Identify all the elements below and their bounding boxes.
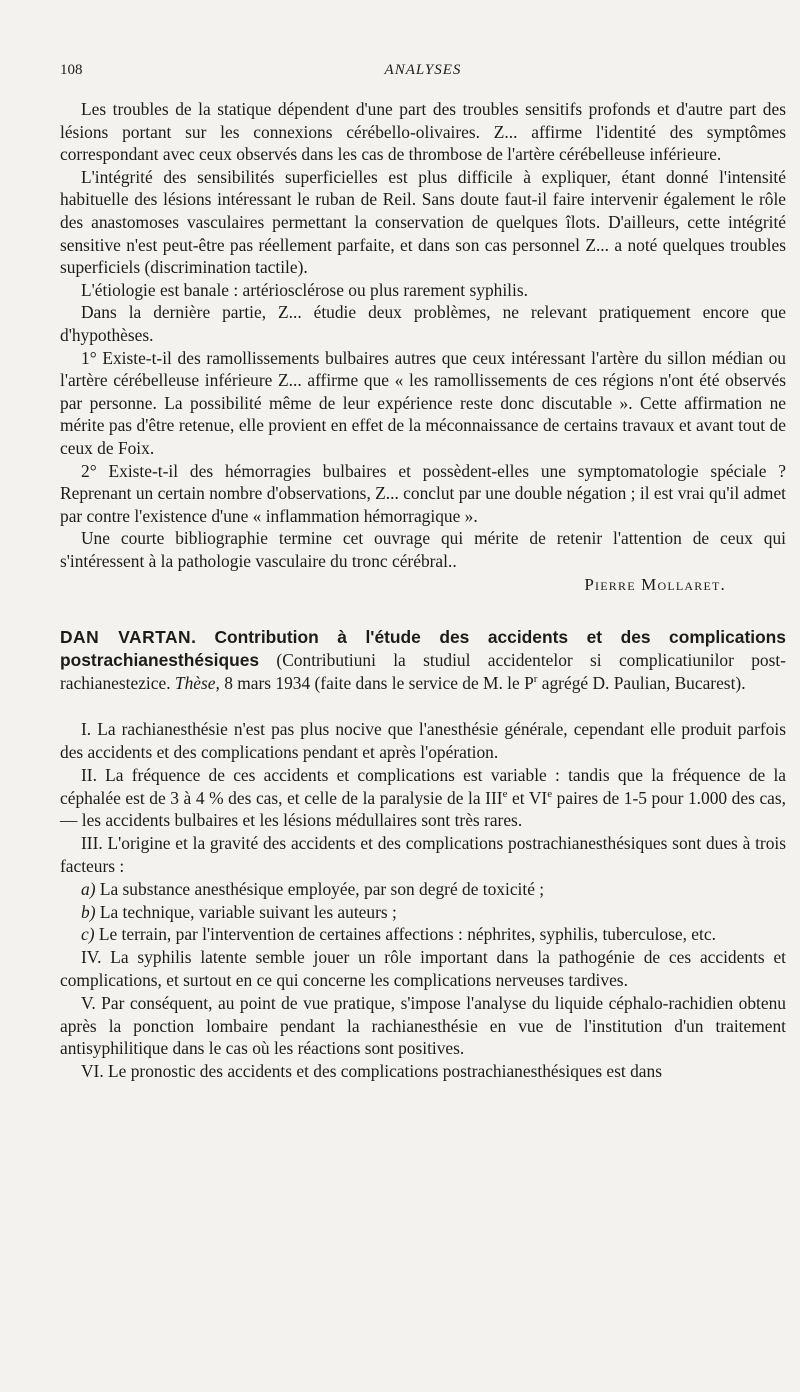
factor-item <box>60 901 786 924</box>
paragraph-i: I. La rachianesthésie n'est pas plus nocive que l'anesthésie générale, cependant elle produit parfois des accidents et des complications pendant et après l'opération. <box>60 719 786 763</box>
paragraph: L'intégrité des sensibilités superficielles est plus difficile à expliquer, étant donné l'intensité habituelle des lésions intéressant le ruban de Reil. Sans doute faut-il faire intervenir également le rôle des anastomoses vasculaires permettant la conservation de quelques îlots. D'ailleurs, cette intégrité sensitive n'est peut-être pas réellement parfaite, et dans son cas personnel Z... a noté quelques troubles superficiels (discrimination tactile). <box>60 166 786 278</box>
review-title: Contribution à l'étude des accidents et des complications postrachianesthésiques <box>60 627 786 671</box>
text-run: paires de 1-5 pour 1.000 des cas, — les accidents bulbaires et les lésions médullaires sont très rares. <box>60 787 786 831</box>
these-label: Thèse, <box>174 672 220 693</box>
review-heading <box>60 626 786 694</box>
paragraph-ii <box>60 764 786 832</box>
superscript: r <box>533 672 538 685</box>
review-details-end: agrégé D. Paulian, Bucarest). <box>537 672 746 693</box>
text-run: et VI <box>507 787 548 808</box>
factor-item <box>60 923 786 946</box>
running-title: ANALYSES <box>384 62 462 78</box>
factor-label: b) <box>81 901 96 922</box>
paragraph-iv: IV. La syphilis latente semble jouer un rôle important dans la pathogénie de ces accidents et complications, et surtout en ce qui concerne les complications nerveuses tardives. <box>60 947 786 991</box>
review-mollaret <box>60 98 786 596</box>
review-translation: (Contributiuni la studiul accidentelor si complicatiunilor post-rachianestezice. <box>60 650 786 693</box>
factor-item <box>60 878 786 901</box>
review-details: 8 mars 1934 (faite dans le service de M. le P <box>224 672 534 693</box>
paragraph: 1° Existe-t-il des ramollissements bulbaires autres que ceux intéressant l'artère du sillon médian ou l'artère cérébelleuse inférieure Z... affirme que « les ramollissements de ces régions n'ont été observés par personne. La possibilité même de leur expérience reste donc discutable ». Cette affirmation ne mérite pas d'être retenue, elle provient en effet de la méconnaissance de certains travaux et avant tout de ceux de Foix. <box>60 347 786 458</box>
factor-label: c) <box>81 924 95 945</box>
page-number: 108 <box>60 62 83 78</box>
running-header <box>60 62 786 88</box>
text-run: II. La fréquence de ces accidents et complications est variable : tandis que la fréquence de la céphalée est de 3 à 4 % des cas, et celle de la paralysie de la III <box>60 764 786 808</box>
factor-text: Le terrain, par l'intervention de certaines affections : néphrites, syphilis, tuberculose, etc. <box>94 924 716 945</box>
paragraph-vi: VI. Le pronostic des accidents et des complications postrachianesthésiques est dans <box>81 1061 662 1082</box>
review-author: DAN VARTAN. <box>60 627 197 648</box>
factor-text: La substance anesthésique employée, par son degré de toxicité ; <box>95 878 545 899</box>
paragraph: Dans la dernière partie, Z... étudie deux problèmes, ne relevant pratiquement encore que d'hypothèses. <box>60 302 786 345</box>
reviewer-signature: Pierre Mollaret. <box>584 575 726 595</box>
review-vartan <box>60 626 786 1083</box>
superscript: e <box>547 787 553 800</box>
section-gap <box>60 596 786 626</box>
paragraph-v: V. Par conséquent, au point de vue pratique, s'impose l'analyse du liquide céphalo-rachidien obtenu après la ponction lombaire pendant la rachianesthésie en vue de l'institution d'un traitement antisyphilitique dans le cas où les réactions sont positives. <box>60 992 786 1059</box>
paragraph: 2° Existe-t-il des hémorragies bulbaires et possèdent-elles une symptomatologie spéciale ? Reprenant un certain nombre d'observations, Z... conclut par une double négation ; il est vrai qu'il admet par contre l'existence d'une « inflammation hémorragique ». <box>60 460 786 526</box>
superscript: e <box>502 787 508 800</box>
factor-text: La technique, variable suivant les auteurs ; <box>95 901 397 922</box>
paragraph: Une courte bibliographie termine cet ouvrage qui mérite de retenir l'attention de ceux qui s'intéressent à la pathologie vasculaire du tronc cérébral.. <box>60 528 786 571</box>
paragraph: Les troubles de la statique dépendent d'une part des troubles sensitifs profonds et d'autre part des lésions portant sur les connexions cérébello-olivaires. Z... affirme l'identité des symptômes correspondant avec ceux observés dans les cas de thrombose de l'artère cérébelleuse inférieure. <box>60 99 786 165</box>
factor-label: a) <box>81 878 96 899</box>
paragraph: L'étiologie est banale : artériosclérose ou plus rarement syphilis. <box>81 279 528 300</box>
paragraph-iii: III. L'origine et la gravité des accidents et des complications postrachianesthésiques sont dues à trois facteurs : <box>60 833 786 877</box>
